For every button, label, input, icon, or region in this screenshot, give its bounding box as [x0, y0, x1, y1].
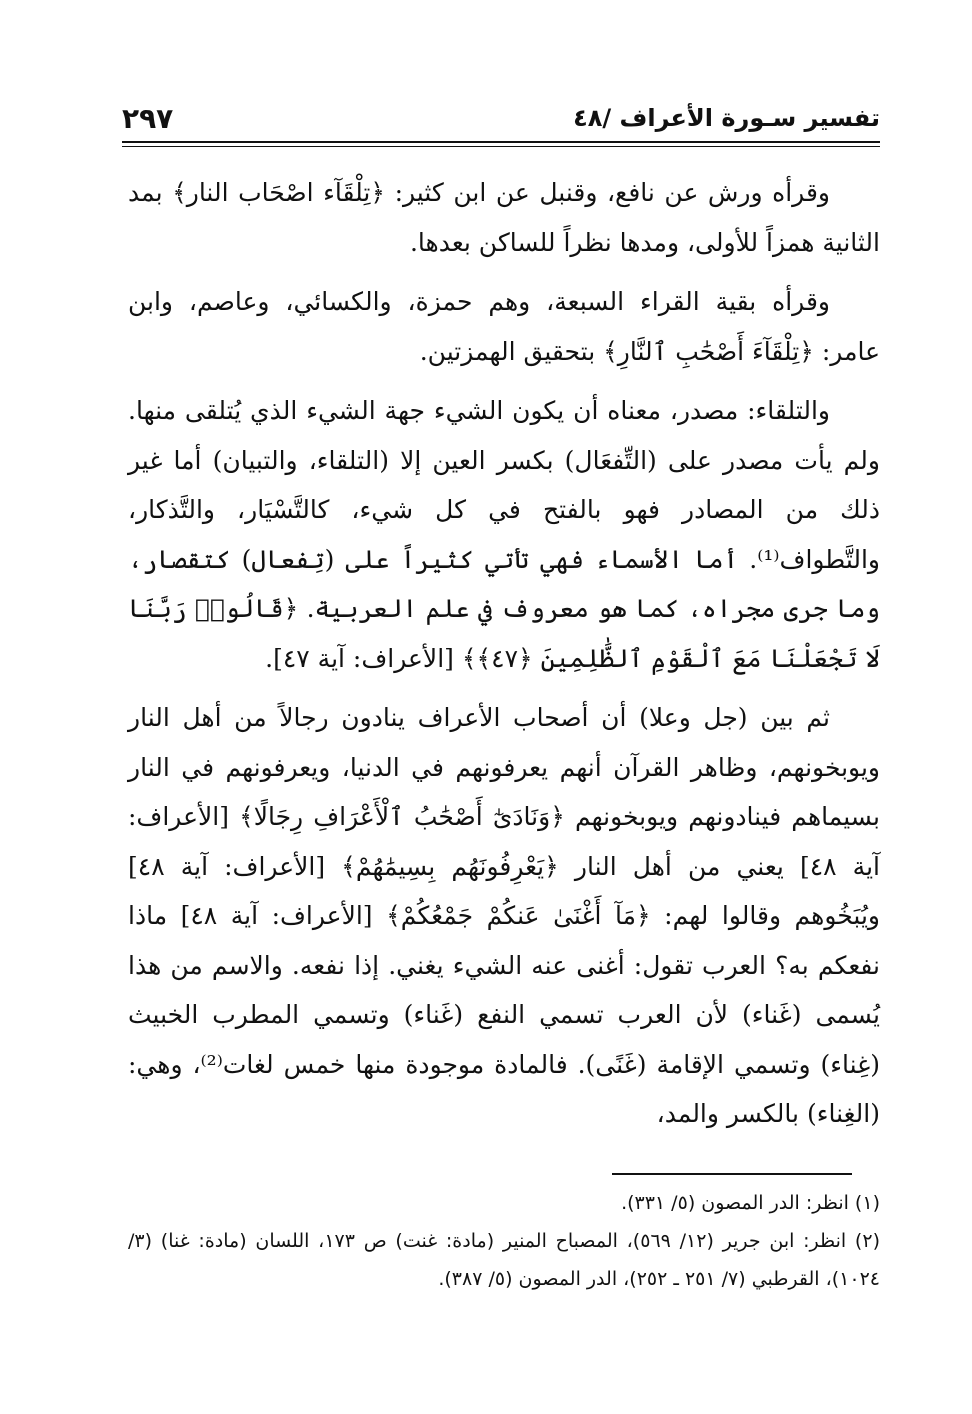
footnotes — [128, 1184, 880, 1298]
paragraph: وقرأه بقية القراء السبعة، وهم حمزة، والكسائي، وعاصم، وابن عامر: ﴿تِلْقَآءَ أَصْحَٰبِ ٱلنَّارِ﴾ بتحقيق الهمزتين. — [128, 287, 880, 366]
page-number: ٢٩٧ — [122, 101, 174, 135]
header-rule-thin — [122, 146, 880, 147]
main-text — [128, 168, 880, 1149]
footnote: (٢) انظر: ابن جرير (١٢/ ٥٦٩)، المصباح المنير (مادة: غنت) ص ١٧٣، اللسان (مادة: غنا) (٣/ ١٠٢٤)، القرطبي (٧/ ٢٥١ ـ ٢٥٢)، الدر المصون (٥/ ٣٨٧). — [128, 1230, 880, 1290]
header-rule — [122, 141, 880, 143]
paragraph: وقرأه ورش عن نافع، وقنبل عن ابن كثير: ﴿تِلْقَآء اصْحَاب النار﴾ بمد الثانية همزاً للأولى، ومدها نظراً للساكن بعدها. — [128, 178, 880, 257]
footnote-separator — [612, 1173, 852, 1175]
paragraph: ثم بين (جل وعلا) أن أصحاب الأعراف ينادون رجالاً من أهل النار ويوبخونهم، وظاهر القرآن أنهم يعرفونهم في الدنيا، ويعرفونهم في النار بسيماهم فينادونهم ويوبخونهم ﴿وَنَادَىٰٓ أَصْحَٰبُ ٱلْأَعْرَافِ رِجَالًا﴾ [الأعراف: آية ٤٨] يعني من أهل النار ﴿يَعْرِفُونَهُم بِسِيمَٰهُمْ﴾ [الأعراف: آية ٤٨] ويُبَخُوهم وقالوا لهم: ﴿مَآ أَغْنَىٰ عَنكُمْ جَمْعُكُمْ﴾ [الأعراف: آية ٤٨] ماذا نفعكم به؟ العرب تقول: أغنى عنه الشيء يغني. إذا نفعه. والاسم من هذا يُسمى (غَناء) لأن العرب تسمي النفع (غَناء) وتسمي المطرب الخبيث (غِناء) وتسمي الإقامة (غَنًى). فالمادة موجودة منها خمس لغات⁽²⁾، وهي: (الغِناء) بالكسر والمد، — [128, 703, 880, 1128]
paragraph: والتلقاء: مصدر، معناه أن يكون الشيء جهة الشيء الذي يُتلقى منها. ولم يأت مصدر على (التِّفعَال) بكسر العين إلا (التلقاء، والتبيان) أما غير ذلك من المصادر فهو بالفتح في كل شيء، كالتَّسْيَار، والتَّذكار، والتَّطواف⁽¹⁾. أما الأسماء فهي تأتي كثيراً على (تِفعال) كتقصار، وما جرى مجراه، كما هو معروف في علم العربية. ﴿قَالُوا۟ رَبَّنَا لَا تَجْعَلْنَا مَعَ ٱلْقَوْمِ ٱلظَّٰلِمِينَ ﴿٤٧﴾﴾ [الأعراف: آية ٤٧]. — [128, 396, 880, 673]
page-header — [122, 98, 880, 138]
running-title: تفسير سـورة الأعراف /٤٨ — [573, 104, 880, 132]
footnote: (١) انظر: الدر المصون (٥/ ٣٣١). — [621, 1192, 880, 1214]
